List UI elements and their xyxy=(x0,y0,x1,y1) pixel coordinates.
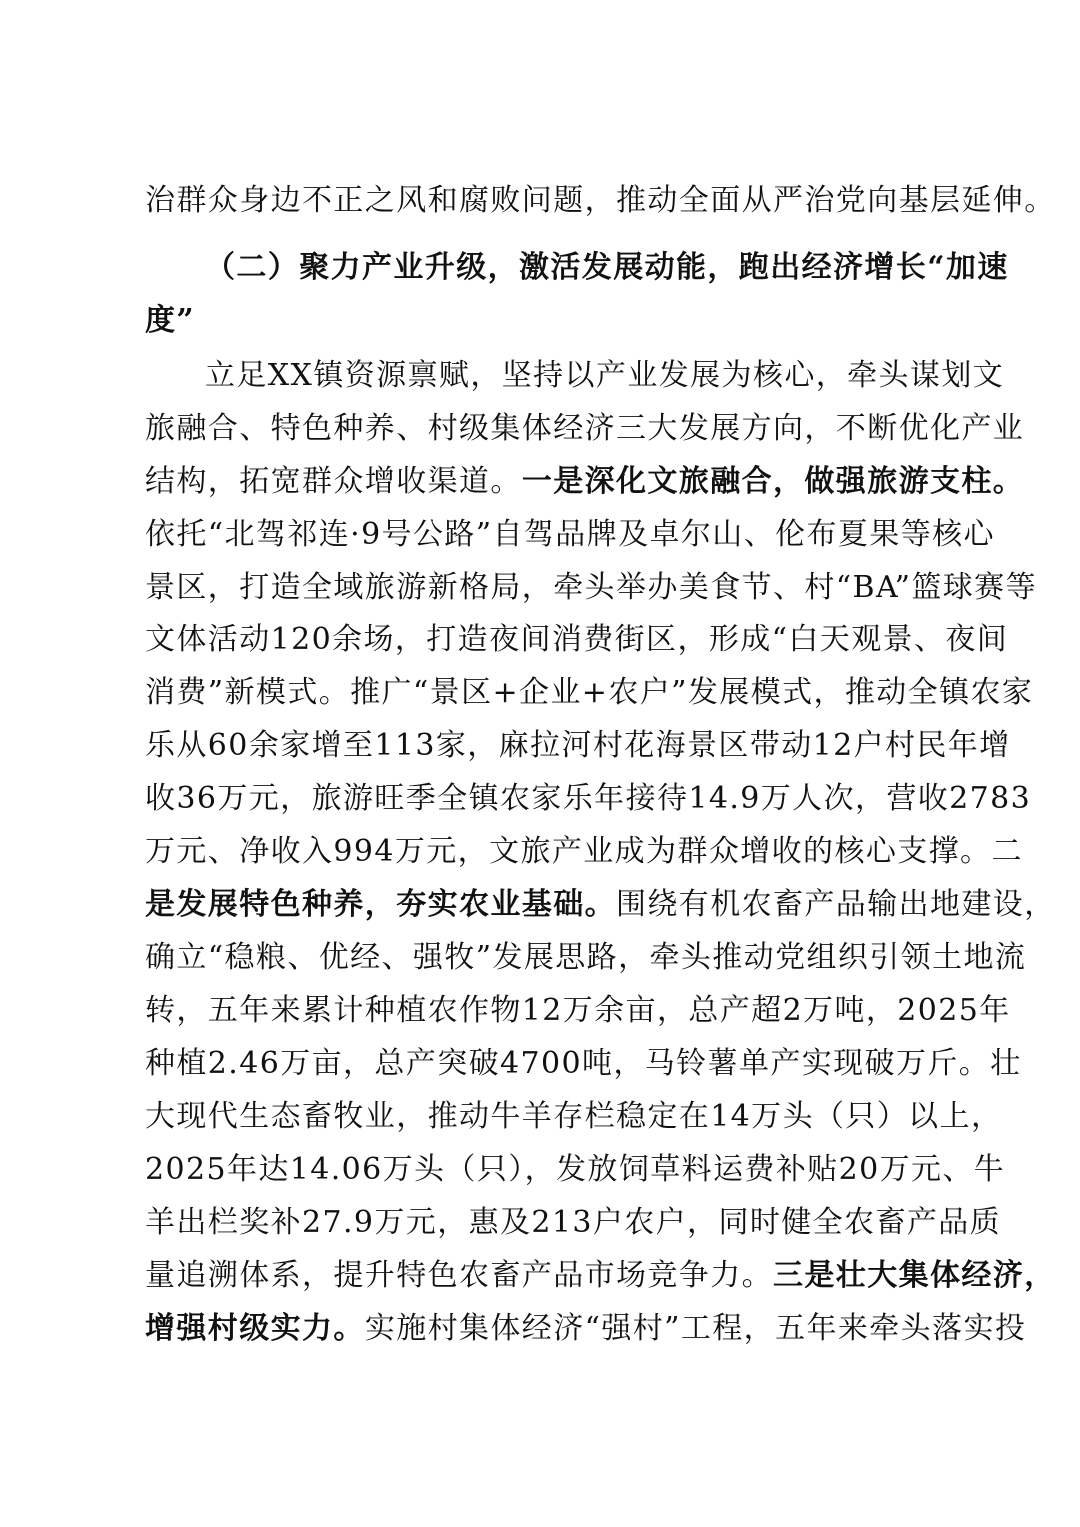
paragraph-line: 2025年达14.06万头（只），发放饲草料运费补贴20万元、牛 xyxy=(145,1152,1006,1187)
plain-text: 实施村集体经济“强村”工程，五年来牵头落实投 xyxy=(364,1311,1027,1346)
bold-subheading: 是发展特色种养，夯实农业基础。 xyxy=(145,887,616,922)
paragraph-line xyxy=(145,462,1025,502)
paragraph-line: 种植2.46万亩，总产突破4700吨，马铃薯单产实现破万斤。壮 xyxy=(145,1046,1022,1081)
paragraph-line xyxy=(145,1309,1027,1349)
bold-subheading: 一是深化文旅融合，做强旅游支柱。 xyxy=(521,464,1025,499)
section-heading: （二）聚力产业升级，激活发展动能，跑出经济增长“加速 xyxy=(205,250,1009,285)
section-heading-continued: 度” xyxy=(145,303,196,338)
paragraph-line: 乐从60余家增至113家，麻拉河村花海景区带动12户村民年增 xyxy=(145,728,1011,763)
paragraph-line: 收36万元，旅游旺季全镇农家乐年接待14.9万人次，营收2783 xyxy=(145,781,1032,816)
plain-text: 围绕有机农畜产品输出地建设， xyxy=(616,887,1056,922)
paragraph-line: 景区，打造全域旅游新格局，牵头举办美食节、村“BA”篮球赛等 xyxy=(145,570,1037,605)
paragraph-line: 羊出栏奖补27.9万元，惠及213户农户，同时健全农畜产品质 xyxy=(145,1205,1002,1240)
paragraph-line: 依托“北驾祁连·9号公路”自驾品牌及卓尔山、伦布夏果等核心 xyxy=(145,517,995,552)
paragraph-line: 大现代生态畜牧业，推动牛羊存栏稳定在14万头（只）以上， xyxy=(145,1099,1003,1134)
plain-text: 量追溯体系，提升特色农畜产品市场竞争力。 xyxy=(145,1258,773,1293)
paragraph-line xyxy=(145,885,1056,925)
plain-text: 结构，拓宽群众增收渠道。 xyxy=(145,464,522,499)
paragraph-line: 消费”新模式。推广“景区+企业+农户”发展模式，推动全镇农家 xyxy=(145,675,1034,710)
paragraph-line: 确立“稳粮、优经、强牧”发展思路，牵头推动党组织引领土地流 xyxy=(145,940,1027,975)
paragraph-line: 立足XX镇资源禀赋，坚持以产业发展为核心，牵头谋划文 xyxy=(205,358,1005,393)
paragraph-line: 文体活动120余场，打造夜间消费街区，形成“白天观景、夜间 xyxy=(145,622,1009,657)
paragraph-line: 万元、净收入994万元，文旅产业成为群众增收的核心支撑。二 xyxy=(145,834,1023,869)
paragraph-line: 转，五年来累计种植农作物12万余亩，总产超2万吨，2025年 xyxy=(145,993,1011,1028)
paragraph-line xyxy=(145,1256,1056,1296)
paragraph-line: 旅融合、特色种养、村级集体经济三大发展方向，不断优化产业 xyxy=(145,411,1025,446)
bold-subheading: 增强村级实力。 xyxy=(145,1311,365,1346)
paragraph-line: 治群众身边不正之风和腐败问题，推动全面从严治党向基层延伸。 xyxy=(145,183,1056,218)
bold-subheading: 三是壮大集体经济， xyxy=(773,1258,1056,1293)
